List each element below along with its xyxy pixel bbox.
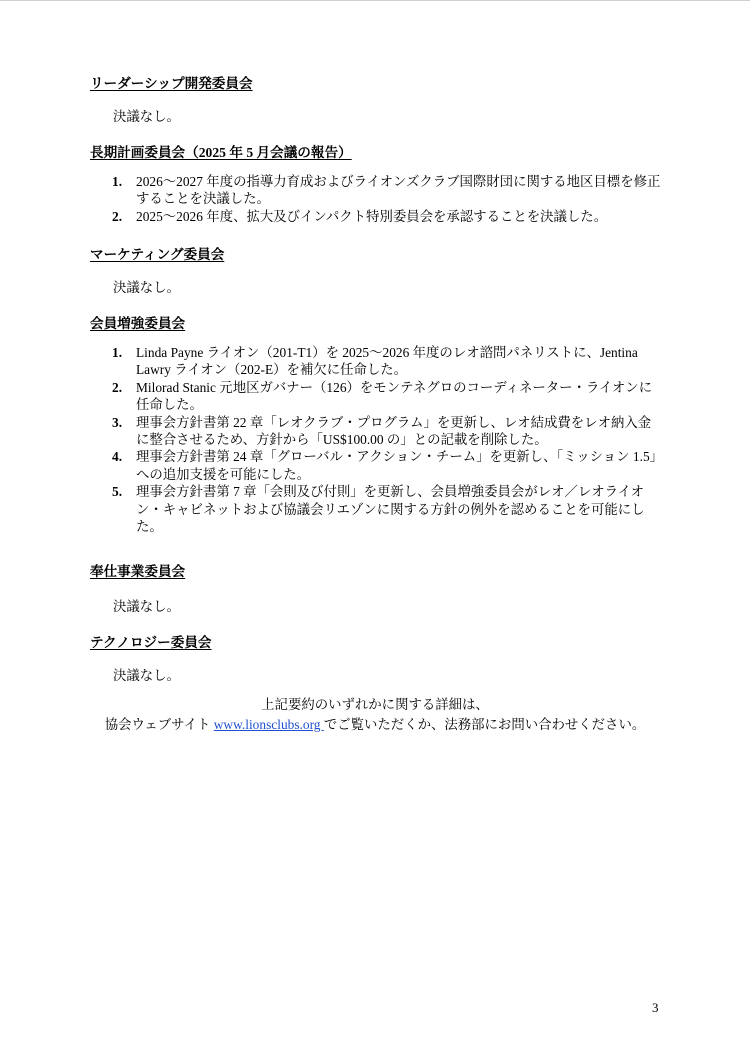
long-range-planning-list (90, 173, 665, 225)
item-number: 4. (112, 449, 123, 465)
top-border (0, 0, 750, 1)
list-item: 1. 2026～2027 年度の指導力育成およびライオンズクラブ国際財団に関する地区目標を修正することを決議した。 (112, 174, 661, 207)
footer-suffix: でご覧いただくか、法務部にお問い合わせください。 (323, 717, 646, 732)
list-item: 4. 理事会方針書第 24 章「グローバル・アクション・チーム」を更新し、「ミッション 1.5」への追加支援を可能にした。 (112, 449, 657, 482)
page-number: 3 (652, 1000, 659, 1015)
item-number: 3. (112, 414, 123, 430)
no-resolution-text: 決議なし。 (113, 668, 180, 683)
heading-membership: 会員増強委員会 (90, 316, 186, 331)
item-number: 1. (112, 174, 123, 189)
no-resolution-text: 決議なし。 (113, 280, 180, 295)
item-number: 2. (112, 379, 123, 395)
item-number: 1. (112, 345, 123, 360)
list-item: 2. Milorad Stanic 元地区ガバナー（126）をモンテネグロのコーディネーター・ライオンに任命した。 (112, 379, 653, 413)
heading-marketing: マーケティング委員会 (90, 247, 225, 262)
no-resolution-text: 決議なし。 (113, 109, 180, 124)
lionsclubs-link[interactable]: www.lionsclubs.org (213, 717, 324, 732)
list-item: 3. 理事会方針書第 22 章「レオクラブ・プログラム」を更新し、レオ結成費をレオ納入金に整合させるため、方針から「US$100.00 の」との記載を削除した。 (112, 414, 652, 448)
list-item: 2. 2025～2026 年度、拡大及びインパクト特別委員会を承認することを決議した。 (112, 208, 608, 224)
heading-leadership-development: リーダーシップ開発委員会 (90, 76, 253, 91)
heading-long-range-planning: 長期計画委員会（2025 年 5 月会議の報告） (90, 145, 352, 160)
footer-prefix: 協会ウェブサイト (104, 717, 214, 732)
item-number: 2. (112, 208, 123, 224)
footer-line-2 (0, 715, 750, 735)
footer-line-1: 上記要約のいずれかに関する詳細は、 (261, 697, 489, 712)
footer-note (0, 695, 750, 735)
heading-technology: テクノロジー委員会 (90, 635, 212, 650)
item-number: 5. (112, 484, 123, 500)
heading-service: 奉仕事業委員会 (90, 564, 186, 579)
list-item: 5. 理事会方針書第 7 章「会則及び付則」を更新し、会員増強委員会がレオ／レオライオン・キャビネットおよび協議会リエゾンに関する方針の例外を認めることを可能にした。 (112, 484, 645, 535)
no-resolution-text: 決議なし。 (113, 599, 180, 614)
list-item: 1. Linda Payne ライオン（201-T1）を 2025～2026 年度のレオ諮問パネリストに、Jentina Lawry ライオン（202-E）を補欠に任命した。 (112, 345, 638, 378)
membership-list (90, 344, 665, 535)
